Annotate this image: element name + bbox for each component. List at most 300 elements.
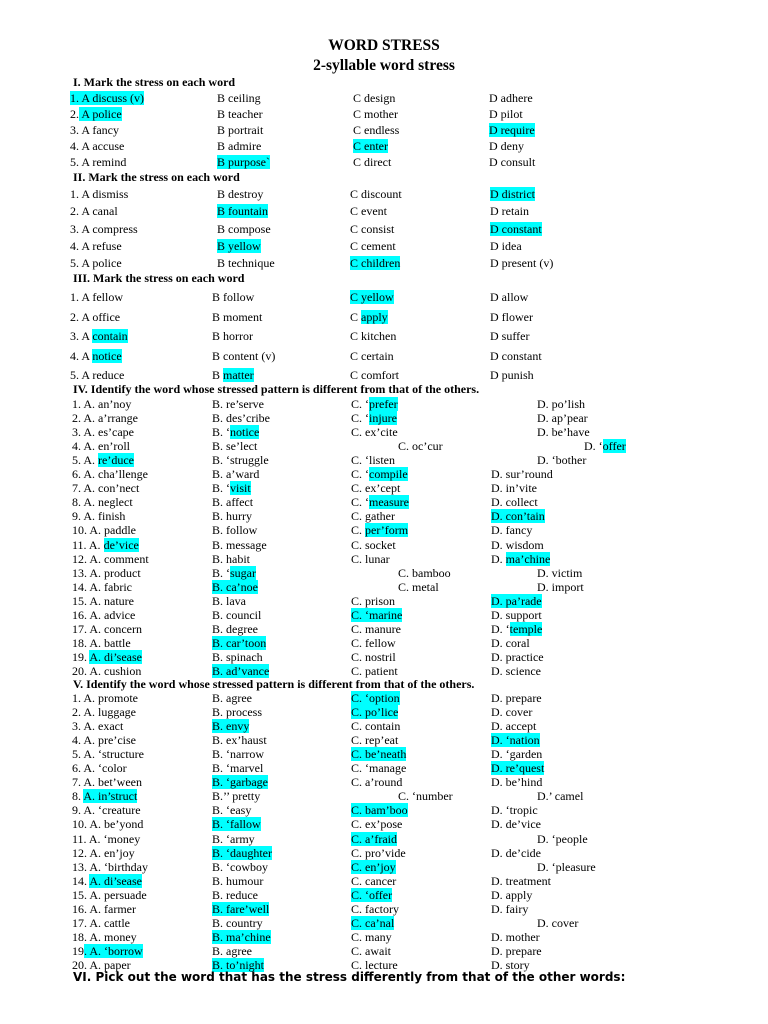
option-b xyxy=(212,761,263,775)
option-c xyxy=(350,222,394,236)
option-text: C. rep’eat xyxy=(351,733,399,748)
option-c xyxy=(351,411,397,425)
option-prefix: C. ‘ xyxy=(351,397,369,411)
question-row xyxy=(0,594,768,608)
option-text: D. be’have xyxy=(537,425,590,440)
option-text: D. prepare xyxy=(491,691,542,705)
option-d xyxy=(491,944,542,958)
option-text: C. await xyxy=(351,943,391,958)
option-c xyxy=(350,187,402,201)
highlighted-answer: B. envy xyxy=(212,719,250,734)
option-c xyxy=(351,552,390,566)
option-text: B. hurry xyxy=(212,509,252,524)
option-text: B. ‘cowboy xyxy=(212,859,268,874)
option-a xyxy=(72,481,139,495)
question-row xyxy=(0,622,768,636)
option-text: B teacher xyxy=(217,107,263,121)
option-text: B. ‘struggle xyxy=(212,453,269,468)
option-b xyxy=(212,439,257,453)
option-b xyxy=(212,608,261,622)
option-a xyxy=(70,368,124,382)
option-b xyxy=(212,874,263,888)
option-a xyxy=(72,761,127,775)
option-text: 12. A. en’joy xyxy=(72,845,135,860)
option-b xyxy=(217,187,263,201)
highlighted-answer: C. ca’nal xyxy=(351,915,395,930)
option-d xyxy=(490,310,533,324)
highlighted-answer: B. ma’chine xyxy=(212,929,271,944)
question-row xyxy=(0,803,768,817)
option-a xyxy=(72,580,132,594)
question-row xyxy=(0,91,768,105)
option-text: 4. A. pre’cise xyxy=(72,733,136,748)
question-row xyxy=(0,329,768,343)
option-text: 16. A. farmer xyxy=(72,901,136,916)
option-d xyxy=(491,664,541,678)
option-text: 2. A canal xyxy=(70,204,118,218)
option-c xyxy=(351,846,406,860)
option-text: B. agree xyxy=(212,943,252,958)
option-c xyxy=(350,204,387,218)
option-c xyxy=(351,916,394,930)
question-row xyxy=(0,888,768,902)
question-row xyxy=(0,944,768,958)
option-text: C. factory xyxy=(351,901,399,916)
option-text: 15. A. persuade xyxy=(72,887,147,902)
option-d xyxy=(489,91,533,105)
option-a xyxy=(70,107,122,121)
option-a xyxy=(72,719,123,733)
option-d xyxy=(490,222,542,236)
option-c xyxy=(350,290,394,304)
option-prefix: B. ‘ xyxy=(212,481,230,496)
option-prefix: 19. xyxy=(72,649,90,664)
option-c xyxy=(351,509,395,523)
option-text: B. process xyxy=(212,705,262,720)
question-row xyxy=(0,775,768,789)
option-text: 15. A. nature xyxy=(72,593,134,608)
option-c xyxy=(350,368,399,382)
option-text: 18. A. battle xyxy=(72,635,131,650)
question-row xyxy=(0,397,768,411)
option-c xyxy=(351,467,408,481)
option-text: D. collect xyxy=(491,495,538,510)
option-prefix: C. ‘ xyxy=(351,467,369,482)
option-d xyxy=(537,860,596,874)
option-text: D. fairy xyxy=(491,901,529,916)
option-text: B admire xyxy=(217,139,262,153)
highlighted-answer: C children xyxy=(350,256,401,270)
option-b xyxy=(212,411,270,425)
option-text: D adhere xyxy=(489,91,533,105)
option-b xyxy=(217,155,270,169)
highlighted-answer: B fountain xyxy=(217,204,268,218)
option-b xyxy=(212,349,275,363)
option-text: B content (v) xyxy=(212,349,276,363)
option-c xyxy=(351,636,396,650)
highlighted-answer: B. ‘fallow xyxy=(212,817,261,832)
option-text: B. message xyxy=(212,537,267,552)
section-heading: IV. Identify the word whose stressed pattern is different from that of the others. xyxy=(73,382,480,396)
option-c xyxy=(351,902,399,916)
highlighted-answer: per’form xyxy=(365,523,409,538)
option-text: D. victim xyxy=(537,565,583,580)
option-text: C. patient xyxy=(351,663,398,678)
option-b xyxy=(212,425,259,439)
option-d xyxy=(537,789,583,803)
option-text: D idea xyxy=(490,239,522,253)
option-text: B. reduce xyxy=(212,887,258,902)
highlighted-answer: C. be’neath xyxy=(351,747,407,762)
highlighted-answer: B. fare’well xyxy=(212,901,270,916)
option-prefix: D. ‘ xyxy=(584,439,603,454)
option-c xyxy=(398,789,453,803)
option-d xyxy=(491,538,544,552)
question-row xyxy=(0,817,768,831)
option-text: 4. A refuse xyxy=(70,239,122,253)
option-c xyxy=(350,239,396,253)
option-b xyxy=(212,368,254,382)
option-text: D. import xyxy=(537,579,584,594)
highlighted-answer: B. ca’noe xyxy=(212,579,258,594)
highlighted-answer: offer xyxy=(602,439,626,454)
option-text: 10. A. paddle xyxy=(72,523,136,538)
question-row xyxy=(0,467,768,481)
option-text: 13. A. ‘birthday xyxy=(72,859,148,874)
option-text: C. cancer xyxy=(351,873,397,888)
highlighted-answer: A. in’struct xyxy=(83,789,138,804)
highlighted-answer: contain xyxy=(92,329,128,343)
highlighted-answer: C. ‘option xyxy=(351,691,400,705)
option-text: 17. A. cattle xyxy=(72,915,130,930)
option-prefix: 4. A xyxy=(70,349,93,363)
option-d xyxy=(491,608,542,622)
option-a xyxy=(72,439,130,453)
highlighted-answer: measure xyxy=(369,495,409,510)
option-c xyxy=(351,453,395,467)
option-text: B. re’serve xyxy=(212,397,264,411)
option-d xyxy=(491,705,532,719)
option-text: D. story xyxy=(491,957,530,972)
option-a xyxy=(70,290,123,304)
option-c xyxy=(351,803,408,817)
option-b xyxy=(212,664,269,678)
option-text: D allow xyxy=(490,290,529,304)
option-a xyxy=(72,803,141,817)
option-text: D.’ camel xyxy=(537,789,584,804)
option-d xyxy=(491,495,538,509)
option-b xyxy=(212,817,261,831)
option-d xyxy=(491,481,537,495)
option-d xyxy=(489,107,523,121)
option-c xyxy=(350,256,400,270)
option-c xyxy=(351,775,402,789)
option-text: D pilot xyxy=(489,107,523,121)
question-row xyxy=(0,916,768,930)
highlighted-answer: B. ‘daughter xyxy=(212,845,272,860)
option-b xyxy=(212,636,266,650)
option-a xyxy=(70,91,144,105)
option-b xyxy=(212,930,271,944)
option-a xyxy=(70,123,119,137)
option-d xyxy=(537,411,588,425)
option-text: 11. A. ‘money xyxy=(72,831,141,846)
option-d xyxy=(491,509,545,523)
option-c xyxy=(351,832,397,846)
option-b xyxy=(212,594,246,608)
option-a xyxy=(72,733,136,747)
highlighted-answer: temple xyxy=(509,621,543,636)
option-b xyxy=(212,846,272,860)
option-d xyxy=(489,155,535,169)
option-a xyxy=(70,204,118,218)
option-b xyxy=(212,803,251,817)
option-d xyxy=(490,329,529,343)
option-text: B. affect xyxy=(212,495,254,510)
option-text: C consist xyxy=(350,222,395,236)
option-text: 4. A accuse xyxy=(70,139,125,153)
option-b xyxy=(212,552,250,566)
option-d xyxy=(491,594,542,608)
option-d xyxy=(537,425,590,439)
option-a xyxy=(72,453,134,467)
question-row xyxy=(0,368,768,382)
option-prefix: D. ‘ xyxy=(491,621,510,636)
option-text: C. lecture xyxy=(351,957,398,972)
option-d xyxy=(490,349,542,363)
highlighted-answer: D require xyxy=(489,123,535,137)
option-text: C. prison xyxy=(351,593,396,608)
option-a xyxy=(72,566,141,580)
option-a xyxy=(72,775,142,789)
option-text: B. ‘easy xyxy=(212,803,252,818)
option-text: 1. A. promote xyxy=(72,691,138,705)
highlighted-answer: re’duce xyxy=(98,453,134,468)
option-b xyxy=(217,239,261,253)
highlighted-answer: A police xyxy=(79,107,122,121)
question-row xyxy=(0,495,768,509)
question-row xyxy=(0,290,768,304)
option-a xyxy=(70,222,138,236)
option-text: D. apply xyxy=(491,887,533,902)
option-text: 2. A office xyxy=(70,310,121,324)
option-d xyxy=(490,239,522,253)
option-text: D. sur’round xyxy=(491,467,553,482)
highlighted-answer: B. ‘garbage xyxy=(212,775,268,790)
question-row xyxy=(0,664,768,678)
option-text: C. ‘listen xyxy=(351,453,395,468)
option-text: 13. A. product xyxy=(72,565,141,580)
option-text: C. manure xyxy=(351,621,401,636)
highlighted-answer: D district xyxy=(490,187,535,201)
option-d xyxy=(491,691,542,705)
option-text: 4. A. en’roll xyxy=(72,439,130,454)
option-prefix: C. xyxy=(351,523,366,538)
option-d xyxy=(491,523,532,537)
option-d xyxy=(491,622,542,636)
section-heading: III. Mark the stress on each word xyxy=(73,271,245,285)
option-text: D. coral xyxy=(491,635,530,650)
highlighted-answer: ma’chine xyxy=(505,551,551,566)
option-c xyxy=(398,439,443,453)
option-text: 9. A. ‘creature xyxy=(72,803,141,818)
option-text: B. agree xyxy=(212,691,252,705)
option-a xyxy=(72,636,131,650)
option-b xyxy=(212,467,259,481)
option-text: B. ‘narrow xyxy=(212,747,264,762)
option-b xyxy=(212,691,252,705)
highlighted-answer: 1. A discuss (v) xyxy=(70,91,145,105)
question-row xyxy=(0,439,768,453)
highlighted-answer: injure xyxy=(369,411,397,426)
option-text: B. degree xyxy=(212,621,258,636)
question-row xyxy=(0,761,768,775)
option-c xyxy=(353,155,391,169)
highlighted-answer: A. di’sease xyxy=(89,649,142,664)
option-text: B. ‘marvel xyxy=(212,761,264,776)
option-d xyxy=(584,439,626,453)
option-text: D. support xyxy=(491,607,542,622)
option-a xyxy=(72,944,143,958)
highlighted-answer: compile xyxy=(369,467,408,482)
option-d xyxy=(491,775,542,789)
option-a xyxy=(72,523,136,537)
option-prefix: C. ‘ xyxy=(351,495,369,510)
option-b xyxy=(217,204,268,218)
option-c xyxy=(351,719,400,733)
option-a xyxy=(72,874,142,888)
section-heading: VI. Pick out the word that has the stress differently from that of the other words: xyxy=(73,970,626,984)
option-b xyxy=(212,290,254,304)
option-c xyxy=(351,691,400,705)
highlighted-answer: notice xyxy=(92,349,122,363)
option-text: C kitchen xyxy=(350,329,397,343)
section-heading: V. Identify the word whose stressed pattern is different from that of the others. xyxy=(73,677,475,691)
highlighted-answer: de’vice xyxy=(103,537,139,552)
question-row xyxy=(0,538,768,552)
option-prefix: B. ‘ xyxy=(212,425,230,440)
option-d xyxy=(537,453,586,467)
option-text: B technique xyxy=(217,256,275,270)
option-c xyxy=(351,733,398,747)
question-row xyxy=(0,107,768,121)
option-text: C. ‘manage xyxy=(351,761,407,776)
option-text: C discount xyxy=(350,187,402,201)
option-d xyxy=(491,761,544,775)
option-text: B. follow xyxy=(212,523,258,538)
option-text: 5. A remind xyxy=(70,155,127,169)
question-row xyxy=(0,566,768,580)
option-text: D. practice xyxy=(491,649,544,664)
option-text: D. fancy xyxy=(491,523,533,538)
option-c xyxy=(353,123,399,137)
option-text: 6. A. ‘color xyxy=(72,761,127,776)
option-b xyxy=(212,775,268,789)
option-text: B. council xyxy=(212,607,262,622)
highlighted-answer: sugar xyxy=(230,565,256,580)
option-c xyxy=(351,538,396,552)
option-text: C. ‘number xyxy=(398,789,453,804)
option-d xyxy=(491,733,540,747)
option-prefix: 3. A xyxy=(70,329,93,343)
option-b xyxy=(212,495,253,509)
option-d xyxy=(537,397,585,411)
option-text: C. ex’pose xyxy=(351,817,403,832)
option-b xyxy=(217,139,261,153)
option-c xyxy=(351,594,395,608)
question-row xyxy=(0,719,768,733)
question-row xyxy=(0,139,768,153)
option-prefix: D. xyxy=(491,551,506,566)
option-a xyxy=(70,256,122,270)
option-text: C. nostril xyxy=(351,649,396,664)
option-text: 3. A compress xyxy=(70,222,138,236)
option-c xyxy=(350,329,396,343)
option-c xyxy=(351,622,401,636)
option-text: B. humour xyxy=(212,873,264,888)
highlighted-answer: . A. ‘borrow xyxy=(84,943,143,958)
option-text: D. ‘pleasure xyxy=(537,859,596,874)
question-row xyxy=(0,509,768,523)
highlighted-answer: C. po’lice xyxy=(351,705,399,720)
question-row xyxy=(0,747,768,761)
option-d xyxy=(491,803,538,817)
option-text: B portrait xyxy=(217,123,264,137)
option-text: B. ‘army xyxy=(212,831,255,846)
option-text: B. habit xyxy=(212,551,250,566)
option-c xyxy=(350,349,394,363)
option-b xyxy=(217,256,275,270)
question-row xyxy=(0,874,768,888)
option-d xyxy=(489,139,524,153)
option-d xyxy=(491,846,541,860)
option-text: 1. A dismiss xyxy=(70,187,129,201)
highlighted-answer: D. pa’rade xyxy=(491,593,542,608)
option-a xyxy=(72,930,137,944)
highlighted-answer: B. to’night xyxy=(212,957,265,972)
option-text: C cement xyxy=(350,239,396,253)
option-d xyxy=(490,290,528,304)
question-row xyxy=(0,453,768,467)
question-row xyxy=(0,155,768,169)
option-text: D. de’vice xyxy=(491,817,541,832)
option-text: B. se’lect xyxy=(212,439,258,454)
option-a xyxy=(70,187,128,201)
question-row xyxy=(0,580,768,594)
option-a xyxy=(72,705,136,719)
option-a xyxy=(72,817,143,831)
option-c xyxy=(351,888,392,902)
option-text: B destroy xyxy=(217,187,264,201)
option-text: B. spinach xyxy=(212,649,263,664)
option-d xyxy=(490,256,553,270)
option-a xyxy=(70,349,122,363)
option-text: C endless xyxy=(353,123,400,137)
option-c xyxy=(351,397,398,411)
option-text: D. science xyxy=(491,663,541,678)
question-row xyxy=(0,204,768,218)
option-d xyxy=(490,187,535,201)
option-c xyxy=(351,747,406,761)
option-b xyxy=(212,916,263,930)
question-row xyxy=(0,310,768,324)
page-title: WORD STRESS xyxy=(328,37,440,54)
option-a xyxy=(70,139,124,153)
option-d xyxy=(537,566,582,580)
option-b xyxy=(217,222,271,236)
option-text: D. be’hind xyxy=(491,775,543,790)
option-c xyxy=(351,930,392,944)
